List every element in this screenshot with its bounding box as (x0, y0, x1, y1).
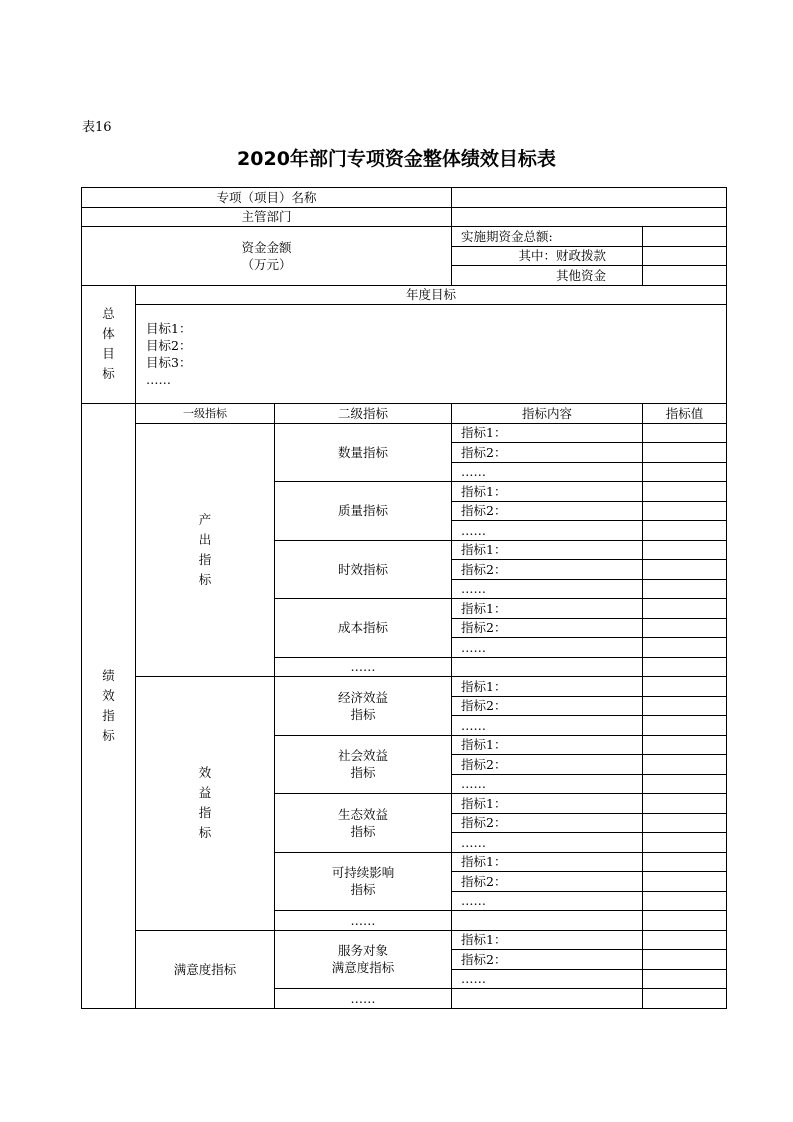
indicator-value[interactable] (643, 950, 727, 970)
sustain-line2: 指标 (350, 882, 376, 898)
indicator-item: 指标1： (452, 482, 643, 502)
indicator-value[interactable] (643, 677, 727, 697)
indicator-value[interactable] (643, 423, 727, 443)
indicator-item: 指标2： (452, 560, 643, 580)
fund-total-value[interactable] (643, 227, 727, 247)
indicator-item: …… (452, 969, 643, 989)
indicator-value[interactable] (643, 579, 727, 599)
annual-goal-content[interactable] (136, 305, 727, 404)
eco-line1: 生态效益 (337, 806, 388, 822)
annual-goal-label: 年度目标 (136, 285, 727, 305)
indicator-value[interactable] (643, 891, 727, 911)
indicator-value[interactable] (643, 755, 727, 775)
output-more-indicator: …… (275, 657, 452, 677)
indicator-value[interactable] (643, 638, 727, 658)
fund-fiscal-value[interactable] (643, 246, 727, 266)
output-label-text: 产出指标 (198, 511, 212, 587)
indicator-value[interactable] (643, 852, 727, 872)
overall-goal-label (82, 285, 136, 404)
indicator-value[interactable] (643, 462, 727, 482)
indicator-value[interactable] (643, 696, 727, 716)
indicator-item: …… (452, 833, 643, 853)
benefit-label-text: 效益指标 (198, 765, 212, 841)
indicator-content[interactable] (452, 989, 643, 1009)
social-benefit-indicator (275, 735, 452, 794)
indicator-value[interactable] (643, 482, 727, 502)
indicator-value[interactable] (643, 501, 727, 521)
indicator-item: …… (452, 774, 643, 794)
sustainability-indicator (275, 852, 452, 911)
indicator-value[interactable] (643, 599, 727, 619)
indicator-value[interactable] (643, 618, 727, 638)
dept-label: 主管部门 (82, 207, 452, 227)
indicator-content[interactable] (452, 911, 643, 931)
page-title: 2020年部门专项资金整体绩效目标表 (237, 148, 556, 170)
economic-benefit-indicator (275, 677, 452, 736)
quality-indicator: 质量指标 (275, 482, 452, 541)
fund-other-value[interactable] (643, 266, 727, 286)
fund-fiscal-label: 其中：财政拨款 (452, 246, 643, 266)
indicator-value[interactable] (643, 833, 727, 853)
indicator-value[interactable] (643, 989, 727, 1009)
indicator-item: 指标1： (452, 677, 643, 697)
benefit-more-indicator: …… (275, 911, 452, 931)
indicator-value[interactable] (643, 774, 727, 794)
satisfaction-more-indicator: …… (275, 989, 452, 1009)
indicator-item: 指标1： (452, 930, 643, 950)
indicator-item: …… (452, 521, 643, 541)
economic-line1: 经济效益 (337, 689, 388, 705)
table-number-label: 表16 (82, 120, 112, 135)
indicator-item: 指标2： (452, 950, 643, 970)
indicator-value[interactable] (643, 657, 727, 677)
indicator-item: …… (452, 891, 643, 911)
cost-indicator: 成本指标 (275, 599, 452, 658)
indicator-value[interactable] (643, 521, 727, 541)
timeliness-indicator: 时效指标 (275, 540, 452, 599)
indicator-item: 指标2： (452, 443, 643, 463)
col-level1-header: 一级指标 (136, 404, 275, 424)
indicator-value[interactable] (643, 716, 727, 736)
indicator-value[interactable] (643, 872, 727, 892)
indicator-item: 指标2： (452, 872, 643, 892)
indicator-item: 指标1： (452, 794, 643, 814)
sustain-line1: 可持续影响 (331, 865, 395, 881)
indicator-item: …… (452, 638, 643, 658)
col-level2-header: 二级指标 (275, 404, 452, 424)
indicator-item: 指标1： (452, 852, 643, 872)
indicator-content[interactable] (452, 657, 643, 677)
quantity-indicator: 数量指标 (275, 423, 452, 482)
service-line1: 服务对象 (337, 943, 388, 959)
indicator-value[interactable] (643, 560, 727, 580)
indicator-value[interactable] (643, 813, 727, 833)
indicator-item: 指标1： (452, 540, 643, 560)
performance-label-text: 绩效指标 (102, 667, 115, 743)
indicator-item: 指标2： (452, 696, 643, 716)
service-satisfaction-indicator (275, 930, 452, 989)
project-name-label: 专项（项目）名称 (82, 188, 452, 208)
indicator-item: 指标2： (452, 618, 643, 638)
ecological-benefit-indicator (275, 794, 452, 853)
indicator-item: 指标2： (452, 755, 643, 775)
service-line2: 满意度指标 (331, 960, 395, 976)
overall-goal-text: 总体目标 (102, 306, 115, 382)
eco-line2: 指标 (350, 823, 376, 839)
indicator-item: …… (452, 716, 643, 736)
performance-label (82, 404, 136, 1009)
performance-target-table (81, 187, 727, 1009)
dept-value[interactable] (452, 207, 727, 227)
benefit-indicator-label (136, 677, 275, 931)
satisfaction-indicator-label: 满意度指标 (136, 930, 275, 1008)
fund-label-line1: 资金金额 (241, 239, 292, 255)
indicator-value[interactable] (643, 969, 727, 989)
col-value-header: 指标值 (643, 404, 727, 424)
social-line1: 社会效益 (337, 748, 388, 764)
goal-ellipsis: …… (146, 372, 171, 387)
indicator-value[interactable] (643, 794, 727, 814)
col-content-header: 指标内容 (452, 404, 643, 424)
indicator-value[interactable] (643, 911, 727, 931)
fund-other-label: 其他资金 (452, 266, 643, 286)
indicator-item: …… (452, 579, 643, 599)
indicator-item: 指标1： (452, 423, 643, 443)
indicator-value[interactable] (643, 735, 727, 755)
fund-label-line2: （万元） (241, 256, 292, 272)
goal-3: 目标3： (146, 355, 192, 370)
social-line2: 指标 (350, 765, 376, 781)
indicator-item: 指标2： (452, 501, 643, 521)
indicator-value[interactable] (643, 540, 727, 560)
indicator-value[interactable] (643, 443, 727, 463)
fund-amount-label (82, 227, 452, 286)
economic-line2: 指标 (350, 706, 376, 722)
indicator-item: 指标2： (452, 813, 643, 833)
indicator-item: 指标1： (452, 599, 643, 619)
indicator-item: 指标1： (452, 735, 643, 755)
goal-2: 目标2： (146, 338, 192, 353)
project-name-value[interactable] (452, 188, 727, 208)
indicator-value[interactable] (643, 930, 727, 950)
indicator-item: …… (452, 462, 643, 482)
output-indicator-label (136, 423, 275, 677)
goal-1: 目标1： (146, 321, 192, 336)
fund-total-label: 实施期资金总额: (452, 227, 643, 247)
